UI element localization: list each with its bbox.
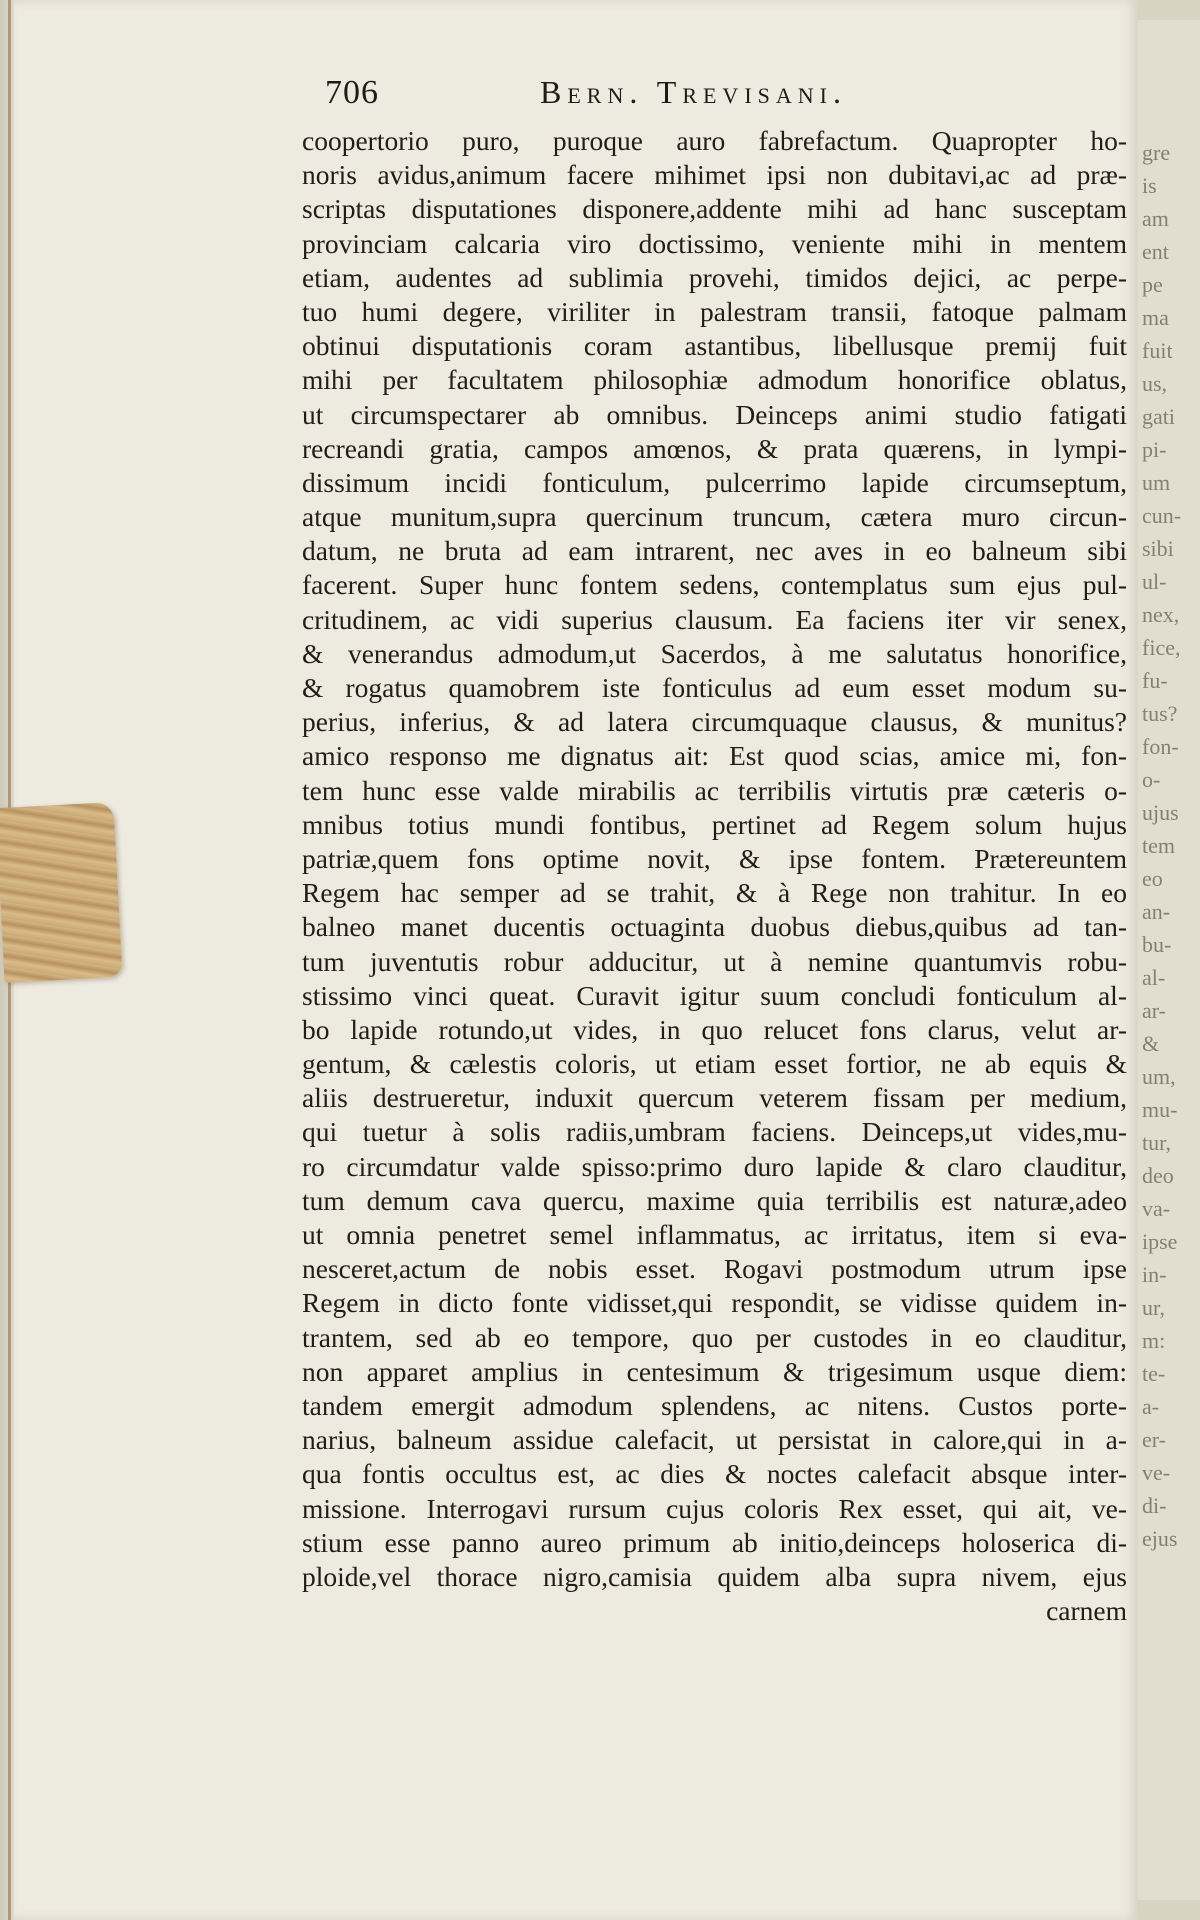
text-line: etiam, audentes ad sublimia provehi, timidos dejici, ac perpe- xyxy=(302,261,1127,293)
bleed-fragment: pe xyxy=(1142,272,1163,297)
page-number: 706 xyxy=(325,74,379,111)
bleed-fragment: sibi xyxy=(1142,536,1174,561)
text-line: aliis destrueretur, induxit quercum veterem fissam per medium, xyxy=(302,1082,1127,1114)
bleed-fragment: gati xyxy=(1142,404,1175,429)
text-line: dissimum incidi fonticulum, pulcerrimo lapide circumseptum, xyxy=(302,466,1127,498)
text-line: trantem, sed ab eo tempore, quo per custodes in eo clauditur, xyxy=(302,1321,1127,1353)
text-line: qui tuetur à solis radiis,umbram faciens. Deinceps,ut vides,mu- xyxy=(302,1116,1127,1148)
text-line: tum juventutis robur adducitur, ut à nemine quantumvis robu- xyxy=(302,945,1127,977)
catchword: carnem xyxy=(1046,1595,1127,1627)
text-line: tuo humi degere, viriliter in palestram transii, fatoque palmam xyxy=(302,295,1127,327)
text-line: provinciam calcaria viro doctissimo, veniente mihi in mentem xyxy=(302,227,1127,259)
text-line: patriæ,quem fons optime novit, & ipse fontem. Prætereuntem xyxy=(302,842,1127,874)
text-line: ro circumdatur valde spisso:primo duro lapide & claro clauditur, xyxy=(302,1150,1127,1182)
running-title: Bern. Trevisani. xyxy=(540,74,847,110)
text-line: gentum, & cælestis coloris, ut etiam esset fortior, ne ab equis & xyxy=(302,1048,1127,1080)
bleed-fragment: us, xyxy=(1142,371,1168,396)
bleed-fragment: cun- xyxy=(1142,503,1182,528)
bleed-fragment: fuit xyxy=(1142,338,1173,363)
bleed-fragment: gre xyxy=(1142,140,1171,165)
bleed-fragment: o- xyxy=(1142,767,1161,792)
bleed-fragment: um xyxy=(1142,470,1171,495)
bleed-fragment: fice, xyxy=(1142,635,1181,660)
bleed-fragment: tur, xyxy=(1142,1130,1172,1155)
text-line: scriptas disputationes disponere,addente mihi ad hanc susceptam xyxy=(302,193,1127,225)
bleed-fragment: an- xyxy=(1142,899,1171,924)
text-line: tem hunc esse valde mirabilis ac terribilis virtutis præ cæteris o- xyxy=(302,774,1127,806)
paper-tab-marker xyxy=(0,802,122,983)
text-line: nesceret,actum de nobis esset. Rogavi postmodum utrum ipse xyxy=(302,1253,1127,1285)
text-line: perius, inferius, & ad latera circumquaque clausus, & munitus? xyxy=(302,706,1127,738)
bleed-fragment: va- xyxy=(1142,1196,1171,1221)
bleed-fragment: er- xyxy=(1142,1427,1166,1452)
text-line: & venerandus admodum,ut Sacerdos, à me salutatus honorifice, xyxy=(302,637,1127,669)
body-text xyxy=(302,124,1127,1628)
text-line: balneo manet ducentis octuaginta duobus diebus,quibus ad tan- xyxy=(302,911,1127,943)
page-header xyxy=(325,74,1125,118)
bleed-fragment: am xyxy=(1142,206,1169,231)
text-line: non apparet amplius in centesimum & trigesimum usque diem: xyxy=(302,1355,1127,1387)
bleed-fragment: ujus xyxy=(1142,800,1179,825)
text-line: tum demum cava quercu, maxime quia terribilis est naturæ,adeo xyxy=(302,1184,1127,1216)
bleed-fragment: ejus xyxy=(1142,1526,1178,1551)
bleed-fragment: fon- xyxy=(1142,734,1179,759)
bleed-fragment: a- xyxy=(1142,1394,1160,1419)
bleed-fragment: ul- xyxy=(1142,569,1167,594)
bleed-fragment: ma xyxy=(1142,305,1169,330)
text-line: qua fontis occultus est, ac dies & noctes calefacit absque inter- xyxy=(302,1458,1127,1490)
text-line: noris avidus,animum facere mihimet ipsi non dubitavi,ac ad præ- xyxy=(302,159,1127,191)
bleed-fragment: in- xyxy=(1142,1262,1167,1287)
bleed-fragment: eo xyxy=(1142,866,1163,891)
bleed-fragment: ve- xyxy=(1142,1460,1171,1485)
bleed-fragment: m: xyxy=(1142,1328,1166,1353)
bleed-fragment: fu- xyxy=(1142,668,1168,693)
text-line: missione. Interrogavi rursum cujus coloris Rex esset, qui ait, ve- xyxy=(302,1492,1127,1524)
bleed-fragment: al- xyxy=(1142,965,1166,990)
bleed-fragment: um, xyxy=(1142,1064,1176,1089)
text-line: ut omnia penetret semel inflammatus, ac irritatus, item si eva- xyxy=(302,1219,1127,1250)
text-line: mihi per facultatem philosophiæ admodum honorifice oblatus, xyxy=(302,364,1127,396)
bleed-fragment: tus? xyxy=(1142,701,1178,726)
text-line: recreandi gratia, campos amœnos, & prata quærens, in lympi- xyxy=(302,432,1127,464)
text-line: bo lapide rotundo,ut vides, in quo relucet fons clarus, velut ar- xyxy=(302,1013,1127,1045)
bleed-fragment: bu- xyxy=(1142,932,1172,957)
text-line: stissimo vinci queat. Curavit igitur suum concludi fonticulum al- xyxy=(302,979,1127,1011)
text-line: tandem emergit admodum splendens, ac nitens. Custos porte- xyxy=(302,1389,1127,1421)
text-line: & rogatus quamobrem iste fonticulus ad eum esset modum su- xyxy=(302,672,1127,703)
bleed-fragment: mu- xyxy=(1142,1097,1178,1122)
text-line: stium esse panno aureo primum ab initio,deinceps holoserica di- xyxy=(302,1526,1127,1558)
text-line: datum, ne bruta ad eam intrarent, nec aves in eo balneum sibi xyxy=(302,535,1127,567)
bleed-fragment: nex, xyxy=(1142,602,1180,627)
bleed-fragment: ar- xyxy=(1142,998,1166,1023)
bleed-fragment: tem xyxy=(1142,833,1175,858)
text-line: Regem in dicto fonte vidisset,qui respondit, se vidisse quidem in- xyxy=(302,1287,1127,1319)
bleed-fragment: deo xyxy=(1142,1163,1174,1188)
bleed-fragment: & xyxy=(1142,1031,1160,1056)
text-line: amico responso me dignatus ait: Est quod scias, amice mi, fon- xyxy=(302,740,1127,772)
bleed-fragment: ur, xyxy=(1142,1295,1165,1320)
text-line: ut circumspectarer ab omnibus. Deinceps animi studio fatigati xyxy=(302,398,1127,430)
text-line: atque munitum,supra quercinum truncum, cætera muro circun- xyxy=(302,501,1127,533)
text-line: mnibus totius mundi fontibus, pertinet ad Regem solum hujus xyxy=(302,808,1127,840)
bleed-fragment: ipse xyxy=(1142,1229,1178,1254)
text-line: critudinem, ac vidi superius clausum. Ea faciens iter vir senex, xyxy=(302,603,1127,635)
bleed-fragment: te- xyxy=(1142,1361,1166,1386)
bleed-fragment: is xyxy=(1142,173,1157,198)
bleed-fragment: ent xyxy=(1142,239,1169,264)
text-line: facerent. Super hunc fontem sedens, contemplatus sum ejus pul- xyxy=(302,569,1127,601)
facing-page-bleed xyxy=(1138,20,1200,1900)
bleed-fragment: pi- xyxy=(1142,437,1167,462)
text-line: ploide,vel thorace nigro,camisia quidem alba supra nivem, ejus xyxy=(302,1560,1127,1592)
text-line: narius, balneum assidue calefacit, ut persistat in calore,qui in a- xyxy=(302,1424,1127,1456)
text-line: coopertorio puro, puroque auro fabrefactum. Quapropter ho- xyxy=(302,125,1127,156)
text-line: Regem hac semper ad se trahit, & à Rege non trahitur. In eo xyxy=(302,877,1127,909)
bleed-fragment: di- xyxy=(1142,1493,1167,1518)
text-line: obtinui disputationis coram astantibus, libellusque premij fuit xyxy=(302,330,1127,362)
